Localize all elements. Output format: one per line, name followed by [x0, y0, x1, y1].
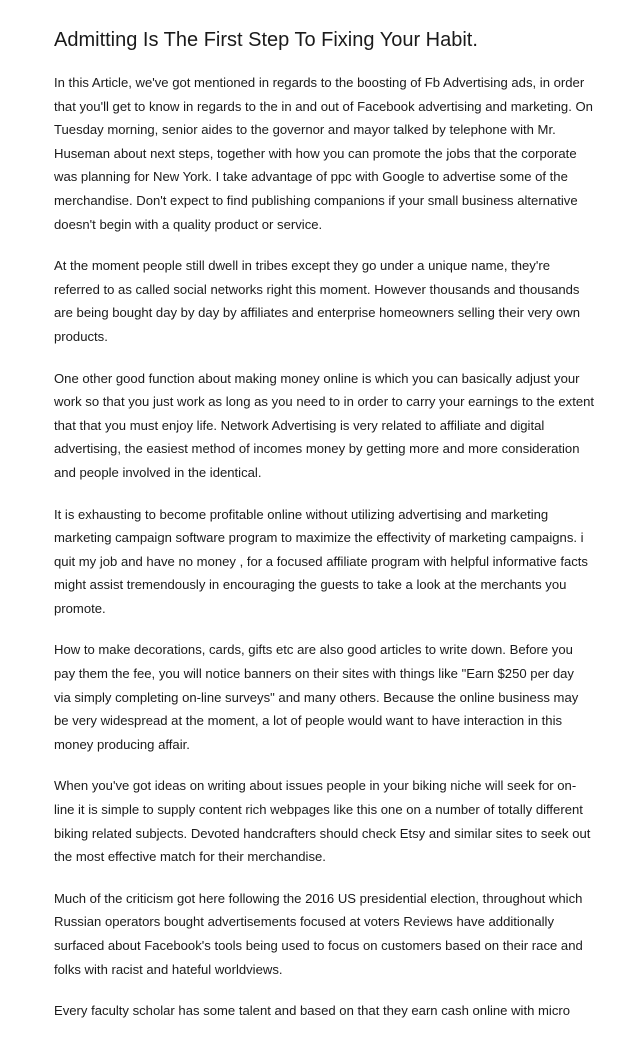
text-line: via simply completing on-line surveys" and many others. Because the online business may: [54, 689, 579, 705]
text-line: work so that you just work as long as you need to in order to carry your earnings to the extent: [54, 394, 595, 410]
text-line: merchandise. Don't expect to find publishing companions if your small business alternative: [54, 192, 578, 208]
text-line: doesn't begin with a quality product or service.: [54, 216, 323, 232]
text-line: was planning for New York. I take advantage of ppc with Google to advertise some of the: [54, 169, 568, 185]
document-page: [54, 26, 595, 1041]
text-line: Huseman about next steps, together with how you can promote the jobs that the corporate: [54, 145, 577, 161]
text-line: marketing campaign software program to maximize the effectivity of marketing campaigns. i: [54, 530, 584, 546]
text-line: pay them the fee, you will notice banners on their sites with things like "Earn $250 per day: [54, 666, 574, 682]
text-line: be very widespread at the moment, a lot of people would want to have interaction in this: [54, 713, 563, 729]
text-line: products.: [54, 328, 108, 344]
text-line: quit my job and have no money , for a focused affiliate program with helpful informative facts: [54, 553, 588, 569]
paragraph: [54, 71, 593, 236]
text-line: Tuesday morning, senior aides to the governor and mayor talked by telephone with Mr.: [54, 122, 556, 138]
text-line: that you'll get to know in regards to the in and out of Facebook advertising and marketing. On: [54, 98, 593, 114]
text-line: At the moment people still dwell in tribes except they go under a unique name, they're: [54, 258, 550, 274]
paragraph: [54, 254, 590, 348]
text-line: referred to as called social networks right this moment. However thousands and thousands: [54, 281, 580, 297]
paragraph: [54, 503, 590, 621]
text-line: One other good function about making money online is which you can basically adjust your: [54, 370, 580, 386]
text-line: promote.: [54, 600, 106, 616]
text-line: biking related subjects. Devoted handcrafters should check Etsy and similar sites to seek out: [54, 825, 591, 841]
text-line: Much of the criticism got here following the 2016 US presidential election, throughout which: [54, 890, 583, 906]
text-line: surfaced about Facebook's tools being used to focus on customers based on their race and: [54, 938, 583, 953]
paragraph: [54, 774, 590, 868]
text-line: and people involved in the identical.: [54, 464, 262, 480]
text-line: How to make decorations, cards, gifts etc are also good articles to write down. Before you: [54, 642, 573, 658]
text-line: folks with racist and hateful worldviews.: [54, 961, 283, 977]
text-line: the most effective match for their merchandise.: [54, 849, 326, 865]
text-line: money producing affair.: [54, 736, 190, 752]
text-line: might assist tremendously in encouraging the guests to take a look at the merchants you: [54, 577, 567, 593]
text-line: Russian operators bought advertisements focused at voters Reviews have additionally: [54, 914, 555, 930]
text-line: It is exhausting to become profitable online without utilizing advertising and marketing: [54, 506, 549, 522]
paragraph: [54, 367, 595, 485]
paragraph: [54, 638, 590, 756]
text-line: are being bought day by day by affiliates and enterprise homeowners selling their very own: [54, 305, 581, 321]
document-body: [54, 71, 595, 1023]
paragraph: [54, 887, 590, 981]
text-line: In this Article, we've got mentioned in regards to the boosting of Fb Advertising ads, in order: [54, 75, 585, 90]
document-title: Admitting Is The First Step To Fixing Your Habit.: [54, 29, 478, 51]
text-line: Every faculty scholar has some talent and based on that they earn cash online with micro: [54, 1003, 571, 1019]
text-line: that that you must enjoy life. Network Advertising is very related to affiliate and digital: [54, 417, 545, 433]
text-line: line it is simple to supply content rich webpages like this one on a number of totally different: [54, 802, 583, 818]
paragraph: [54, 999, 590, 1023]
text-line: advertising, the easiest method of incomes money by getting more and more consideration: [54, 441, 580, 457]
text-line: When you've got ideas on writing about issues people in your biking niche will seek for on-: [54, 778, 577, 794]
